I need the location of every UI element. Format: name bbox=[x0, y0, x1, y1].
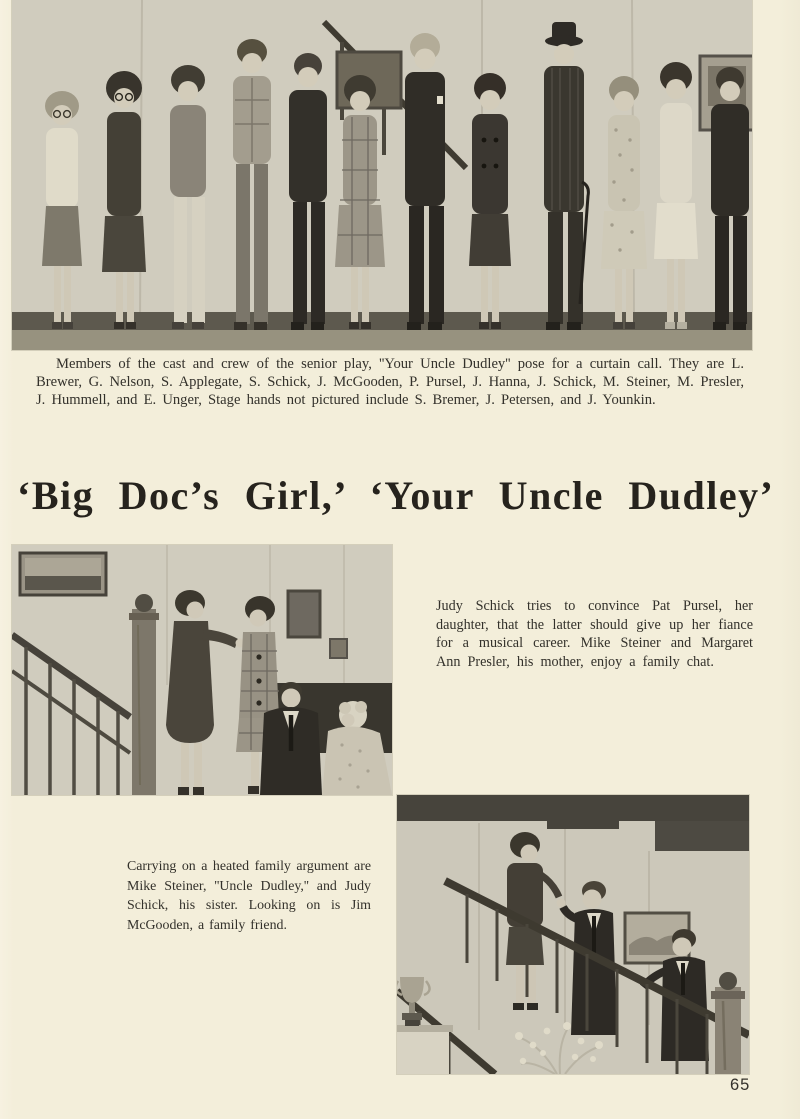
stage-floor bbox=[12, 330, 752, 350]
staircase-argument-illustration bbox=[397, 795, 749, 1074]
staircase-argument-photo bbox=[397, 795, 749, 1074]
cast-photo-illustration bbox=[12, 0, 752, 350]
family-chat-caption: Judy Schick tries to convince Pat Pursel, her daughter, that the latter should give up her fiance for a musical career. Mike Steiner and Margaret Ann Presler, his mother, enjoy a family chat. bbox=[436, 598, 753, 670]
family-chat-illustration bbox=[12, 545, 392, 795]
page-headline: ‘Big Doc’s Girl,’ ‘Your Uncle Dudley’ bbox=[17, 473, 775, 518]
newel-post bbox=[711, 972, 745, 1074]
argument-caption: Carrying on a heated family argument are Mike Steiner, ''Uncle Dudley,'' and Judy Schick, his sister. Looking on is Jim McGooden, a family friend. bbox=[127, 859, 371, 933]
family-chat-photo bbox=[12, 545, 392, 795]
cast-curtain-call-photo bbox=[12, 0, 752, 350]
page-number: 65 bbox=[730, 1076, 751, 1094]
top-photo-caption: Members of the cast and crew of the senior play, ''Your Uncle Dudley'' pose for a curtain call. They are L. Brewer, G. Nelson, S. Applegate, S. Schick, J. McGooden, P. Pursel, J. Hanna, J. Schick, M. Steiner, M. Presler, J. Hummell, and E. Unger, Stage hands not pictured include S. Bremer, J. Petersen, and J. Younkin. bbox=[36, 356, 744, 408]
